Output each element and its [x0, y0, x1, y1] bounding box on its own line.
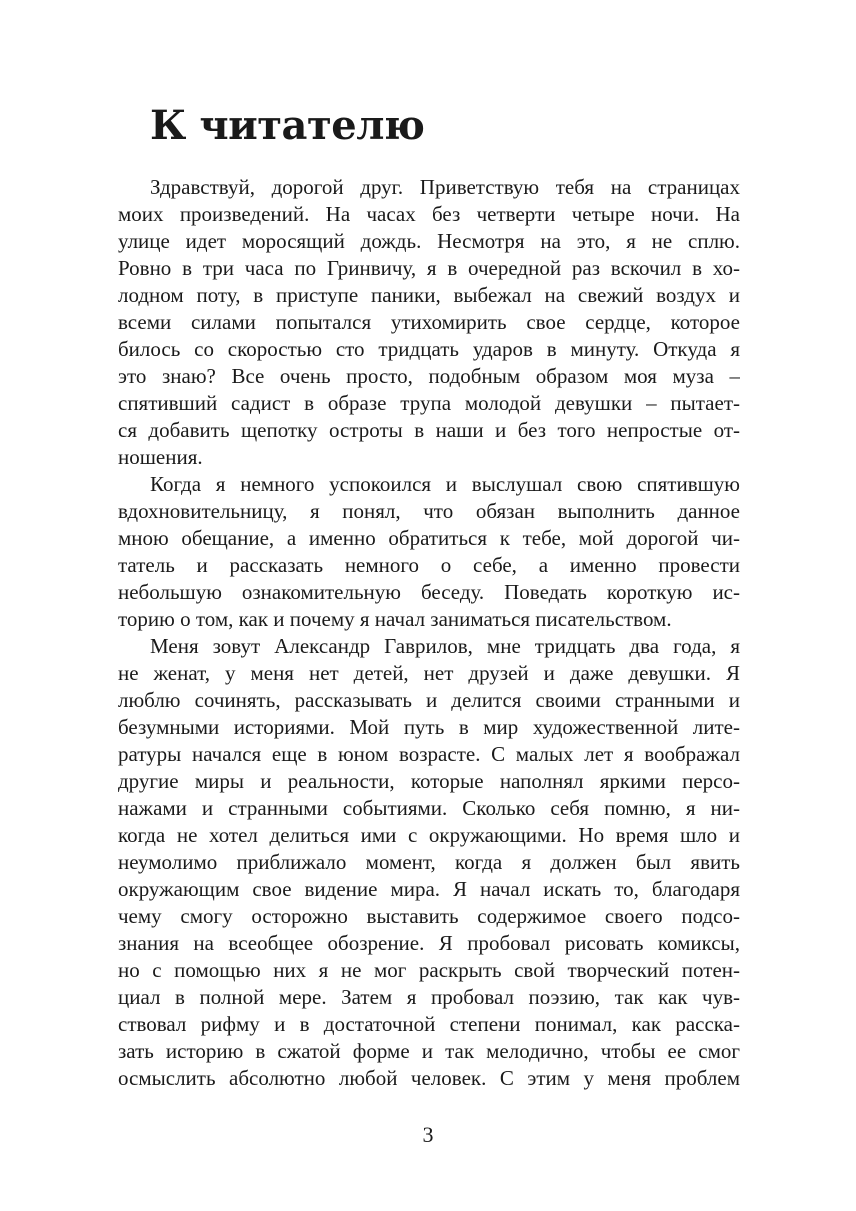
text-line: не женат, у меня нет детей, нет друзей и даже девушки. Я — [118, 661, 740, 685]
text-line: неумолимо приближало момент, когда я должен был явить — [118, 850, 740, 874]
body-text — [118, 174, 740, 1092]
text-line: осмыслить абсолютно любой человек. С этим у меня проблем — [118, 1066, 740, 1090]
text-line: лодном поту, в приступе паники, выбежал на свежий воздух и — [118, 283, 740, 307]
text-line: улице идет моросящий дождь. Несмотря на это, я не сплю. — [118, 229, 740, 253]
text-line: это знаю? Все очень просто, подобным образом моя муза – — [118, 364, 740, 388]
text-line: ствовал рифму и в достаточной степени понимал, как расска- — [118, 1012, 740, 1036]
text-line: Когда я немного успокоился и выслушал свою спятившую — [150, 472, 740, 496]
text-line: всеми силами попытался утихомирить свое сердце, которое — [118, 310, 740, 334]
text-line: когда не хотел делиться ими с окружающими. Но время шло и — [118, 823, 740, 847]
text-line: моих произведений. На часах без четверти четыре ночи. На — [118, 202, 740, 226]
text-line: Меня зовут Александр Гаврилов, мне тридцать два года, я — [150, 634, 740, 658]
text-line: ся добавить щепотку остроты в наши и без того непростые от- — [118, 418, 740, 442]
text-line: циал в полной мере. Затем я пробовал поэзию, так как чув- — [118, 985, 740, 1009]
text-line: зать историю в сжатой форме и так мелодично, чтобы ее смог — [118, 1039, 740, 1063]
text-line: спятивший садист в образе трупа молодой девушки – пытает- — [118, 391, 740, 415]
text-line: вдохновительницу, я понял, что обязан выполнить данное — [118, 499, 740, 523]
text-line: ношения. — [118, 445, 203, 469]
text-line: торию о том, как и почему я начал заниматься писательством. — [118, 607, 672, 631]
text-line: мною обещание, а именно обратиться к тебе, мой дорогой чи- — [118, 526, 740, 550]
text-line: небольшую ознакомительную беседу. Поведать короткую ис- — [118, 580, 740, 604]
chapter-heading: К читателю — [150, 102, 425, 149]
text-line: чему смогу осторожно выставить содержимое своего подсо- — [118, 904, 740, 928]
text-line: люблю сочинять, рассказывать и делится своими странными и — [118, 688, 740, 712]
text-line: знания на всеобщее обозрение. Я пробовал рисовать комиксы, — [118, 931, 740, 955]
page-number: 3 — [422, 1122, 434, 1147]
text-line: Ровно в три часа по Гринвичу, я в очередной раз вскочил в хо- — [118, 256, 740, 280]
text-line: безумными историями. Мой путь в мир художественной лите- — [118, 715, 740, 739]
text-line: татель и рассказать немного о себе, а именно провести — [118, 553, 740, 577]
text-line: окружающим свое видение мира. Я начал искать то, благодаря — [118, 877, 740, 901]
text-line: ратуры начался еще в юном возрасте. С малых лет я воображал — [118, 742, 740, 766]
text-line: но с помощью них я не мог раскрыть свой творческий потен- — [118, 958, 740, 982]
text-line: билось со скоростью сто тридцать ударов в минуту. Откуда я — [118, 337, 740, 361]
text-line: нажами и странными событиями. Сколько себя помню, я ни- — [118, 796, 740, 820]
text-line: Здравствуй, дорогой друг. Приветствую тебя на страницах — [150, 175, 740, 199]
text-line: другие миры и реальности, которые наполнял яркими персо- — [118, 769, 740, 793]
